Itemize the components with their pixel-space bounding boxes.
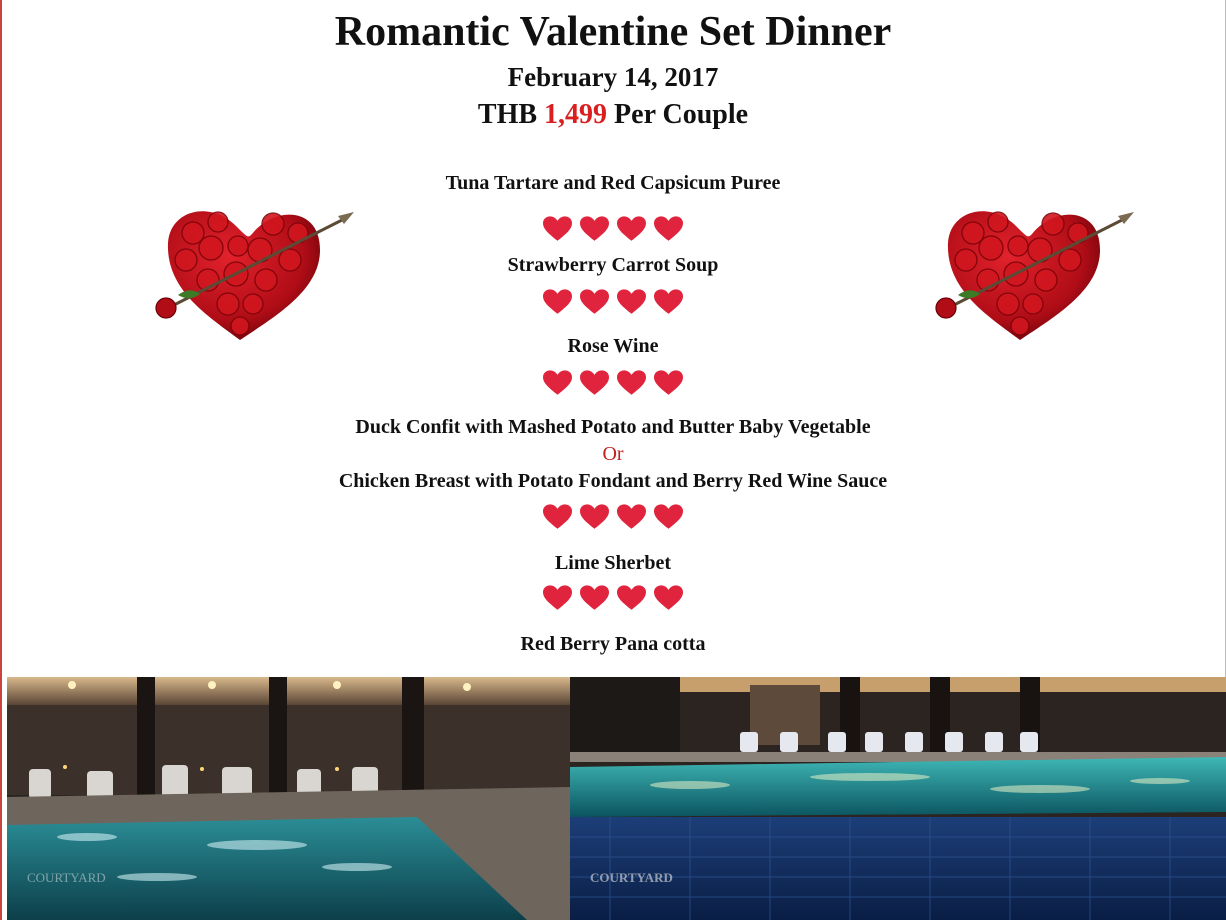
course-2: Strawberry Carrot Soup xyxy=(507,254,719,276)
heart-icon xyxy=(543,216,572,242)
watermark-right: COURTYARD xyxy=(590,870,673,885)
heart-icon xyxy=(617,585,646,611)
price-suffix: Per Couple xyxy=(607,99,749,130)
rose-heart-icon xyxy=(928,198,1138,348)
or-label: Or xyxy=(602,443,624,465)
heart-icon xyxy=(580,504,609,530)
heart-icon xyxy=(654,504,683,530)
heart-icon xyxy=(543,585,572,611)
restaurant-poolside-photo xyxy=(7,677,570,920)
heart-icon xyxy=(543,289,572,315)
heart-icon xyxy=(617,289,646,315)
heart-icon xyxy=(654,585,683,611)
heart-icon xyxy=(654,216,683,242)
course-5: Lime Sherbet xyxy=(554,552,672,574)
price-prefix: THB xyxy=(477,99,545,130)
rose-heart-icon xyxy=(148,198,358,348)
heart-icon xyxy=(654,289,683,315)
watermark-left: COURTYARD xyxy=(27,870,106,885)
price-line xyxy=(0,99,1226,131)
heart-icon xyxy=(580,370,609,396)
heart-icon xyxy=(617,216,646,242)
heart-icon xyxy=(654,370,683,396)
heart-icon xyxy=(580,585,609,611)
heart-divider xyxy=(0,504,1226,530)
course-6: Red Berry Pana cotta xyxy=(520,633,706,655)
heart-divider xyxy=(0,585,1226,611)
heart-icon xyxy=(543,370,572,396)
course-4b: Chicken Breast with Potato Fondant and Berry Red Wine Sauce xyxy=(338,470,888,492)
course-4a: Duck Confit with Mashed Potato and Butter Baby Vegetable xyxy=(355,416,871,438)
price-amount: 1,499 xyxy=(544,99,608,130)
event-date: February 14, 2017 xyxy=(507,62,719,92)
course-3: Rose Wine xyxy=(567,335,659,357)
heart-divider xyxy=(0,370,1226,396)
heart-icon xyxy=(580,289,609,315)
pool-night-photo xyxy=(570,677,1226,920)
heart-icon xyxy=(617,370,646,396)
heart-icon xyxy=(543,504,572,530)
heart-icon xyxy=(617,504,646,530)
heart-icon xyxy=(580,216,609,242)
course-1: Tuna Tartare and Red Capsicum Puree xyxy=(445,172,781,194)
page-title: Romantic Valentine Set Dinner xyxy=(334,9,892,55)
